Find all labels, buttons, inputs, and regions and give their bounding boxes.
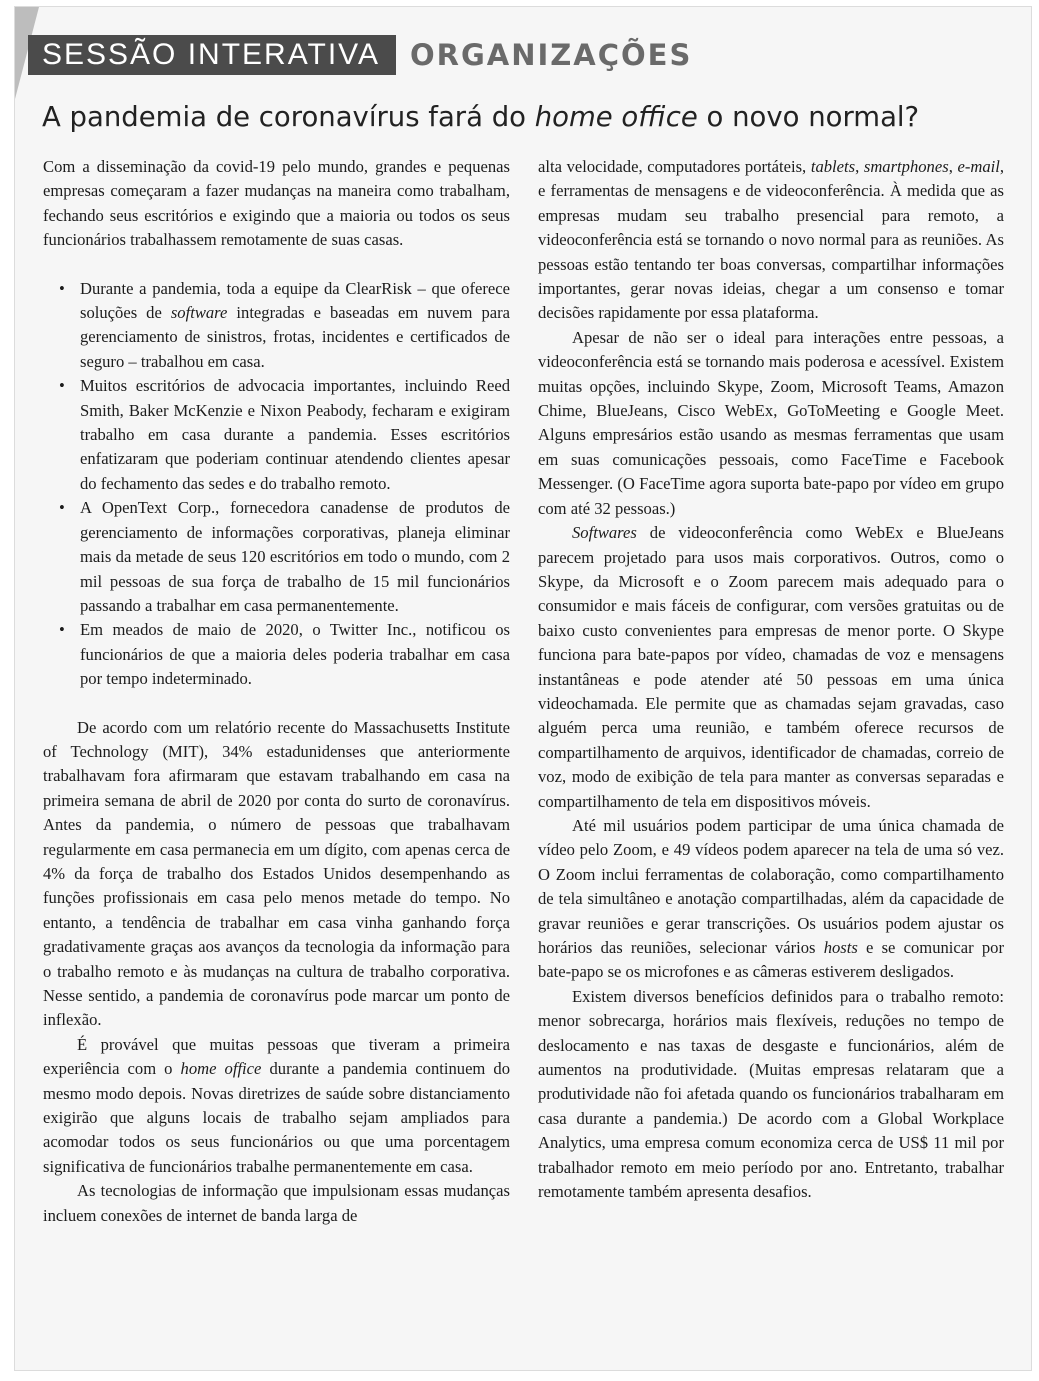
paragraph-italic: smartphones <box>863 157 949 176</box>
section-name: ORGANIZAÇÕES <box>409 38 693 72</box>
article-title <box>42 101 1002 133</box>
body-paragraph: Existem diversos benefícios definidos para o trabalho remoto: menor sobrecarga, horários mais flexíveis, reduções no tempo de deslocamento e nas taxas de desgaste e funcionários, além de aumentos na produtividade. (Muitas empresas relataram que a produtividade não foi afetada quando os funcionários trabalharam em casa durante a pandemia.) De acordo com a Global Workplace Analytics, uma empresa comum economiza cerca de US$ 11 mil por trabalhador remoto em meio período por ano. Entretanto, trabalhar remotamente também apresenta desafios. <box>538 986 1004 1202</box>
bullet-icon: • <box>59 376 65 396</box>
paragraph-text: de videoconferência como WebEx e BlueJeans parecem projetado para usos mais corporativos. Outros, como o Skype, da Microsoft e o Zoom parecem mais adequado para o consumidor e mais fáceis de configurar, com versões gratuitas ou de baixo custo convenientes para empresas de menor porte. O Skype funciona para bate-papos por vídeo, chamadas de voz e mensagens instantâneas e pode atender até 50 pessoas em uma única videochamada. Ele permite que as chamadas sejam gravadas, caso alguém perca uma reunião, e também oferece recursos de compartilhamento de arquivos, identificador de chamadas, correio de voz, modo de exibição de tela para manter as conversas separadas e compartilhamento de tela em dispositivos móveis. <box>538 523 1004 811</box>
bullet-icon: • <box>59 498 65 518</box>
paragraph-text: alta velocidade, computadores portáteis, <box>538 157 811 176</box>
paragraph-italic: tablets <box>810 157 856 176</box>
bullet-icon: • <box>59 620 65 640</box>
paragraph-text: , <box>855 157 864 176</box>
section-header <box>28 35 692 75</box>
body-paragraph: As tecnologias de informação que impulsionam essas mudanças incluem conexões de internet de banda larga de <box>43 1181 510 1225</box>
bullet-text: integradas e baseadas em nuvem para gerenciamento de sinistros, frotas, incidentes e certificados de seguro – trabalhou em casa. <box>80 303 510 371</box>
paragraph-text: , <box>948 157 958 176</box>
paragraph-italic: Softwares <box>572 523 637 543</box>
bullet-icon: • <box>59 278 65 298</box>
list-item <box>43 374 510 496</box>
list-item <box>43 277 510 375</box>
paragraph-italic: hosts <box>823 938 858 957</box>
body-paragraph: Apesar de não ser o ideal para interações entre pessoas, a videoconferência está se tornando mais poderosa e acessível. Existem muitas opções, incluindo Skype, Zoom, Microsoft Teams, Amazon Chime, BlueJeans, Cisco WebEx, GoToMeeting e Google Meet. Alguns empresários estão usando as mesmas ferramentas que usam em suas comunicações pessoais, como FaceTime e Facebook Messenger. (O FaceTime agora suporta bate-papo por vídeo em grupo com até 32 pessoas.) <box>538 327 1004 518</box>
bullet-text-italic: software <box>170 303 228 323</box>
title-text-before: A pandemia de coronavírus fará do <box>42 101 535 133</box>
paragraph-text: e se comunicar por bate-papo se os microfones e as câmeras estiverem desligados. <box>538 938 1004 982</box>
bullet-text: Em meados de maio de 2020, o Twitter Inc., notificou os funcionários de que a maioria deles poderia trabalhar em casa por tempo indeterminado. <box>80 620 510 689</box>
paragraph-text: , e ferramentas de mensagens e de videoconferência. À medida que as empresas mudam seu trabalho presencial para remoto, a videoconferência está se tornando o novo normal para as reuniões. As pessoas estão tentando ter boas conversas, compartilhar informações importantes, gerar novas ideias, chegar a um consenso e tomar decisões rapidamente por essa plataforma. <box>538 157 1005 323</box>
paragraph-text: Até mil usuários podem participar de uma única chamada de vídeo pelo Zoom, e 49 vídeos podem aparecer na tela de uma só vez. O Zoom inclui ferramentas de colaboração, como compartilhamento de tela simultâneo e anotação compartilhadas, além da capacidade de gravar reuniões e gerar transcrições. Os usuários podem ajustar os horários das reuniões, selecionar vários <box>538 815 1004 957</box>
left-column <box>43 155 510 1228</box>
list-item <box>43 496 510 618</box>
body-paragraph <box>538 814 1004 985</box>
paragraph-italic: home office <box>180 1059 262 1079</box>
paragraph-text: É provável que muitas pessoas que tiveram a primeira experiência com o <box>43 1034 510 1079</box>
body-paragraph <box>538 521 1004 814</box>
body-paragraph <box>43 1033 510 1179</box>
bullet-text: Muitos escritórios de advocacia importantes, incluindo Reed Smith, Baker McKenzie e Nixon Peabody, fecharam e exigiram trabalho em casa durante a pandemia. Esses escritórios enfatizaram que poderiam continuar atendendo clientes apesar do fechamento das sedes e do trabalho remoto. <box>80 376 510 493</box>
bullet-list <box>43 277 510 692</box>
bullet-text: Durante a pandemia, toda a equipe da ClearRisk – que oferece soluções de <box>80 278 510 323</box>
paragraph-italic: e-mail <box>957 157 1000 176</box>
list-item <box>43 618 510 691</box>
title-text-italic: home office <box>534 101 698 133</box>
paragraph-text: durante a pandemia continuem do mesmo modo depois. Novas diretrizes de saúde sobre distanciamento exigirão que alguns locais de trabalho sejam ampliados para acomodar todos os seus funcionários ou que uma porcentagem significativa de funcionários trabalhe permanentemente em casa. <box>43 1059 510 1176</box>
right-column <box>538 155 1004 1204</box>
section-tag: SESSÃO INTERATIVA <box>28 35 396 75</box>
body-paragraph <box>538 155 1004 326</box>
title-text-after: o novo normal? <box>697 101 920 133</box>
body-paragraph: De acordo com um relatório recente do Massachusetts Institute of Technology (MIT), 34% estadunidenses que anteriormente trabalhavam fora afirmaram que estavam trabalhando em casa na primeira semana de abril de 2020 por conta do surto de coronavírus. Antes da pandemia, o número de pessoas que trabalhavam regularmente em casa permanecia em um dígito, com apenas cerca de 4% da força de trabalho dos Estados Unidos desempenhando as funções profissionais em casa pelo menos metade do tempo. No entanto, a tendência de trabalhar em casa vinha ganhando força gradativamente graças aos avanços da tecnologia da informação para o trabalho remoto e às mudanças na cultura de trabalho corporativa. Nesse sentido, a pandemia de coronavírus pode marcar um ponto de inflexão. <box>43 717 510 1030</box>
bullet-text: A OpenText Corp., fornecedora canadense de produtos de gerenciamento de informações corporativas, planeja eliminar mais da metade de seus 120 escritórios em todo o mundo, com 2 mil pessoas de sua força de trabalho de 15 mil funcionários passando a trabalhar em casa permanentemente. <box>80 498 510 615</box>
intro-paragraph: Com a disseminação da covid-19 pelo mundo, grandes e pequenas empresas começaram a fazer mudanças na maneira como trabalham, fechando seus escritórios e exigindo que a maioria ou todos os seus funcionários trabalhassem remotamente de suas casas. <box>43 157 510 250</box>
